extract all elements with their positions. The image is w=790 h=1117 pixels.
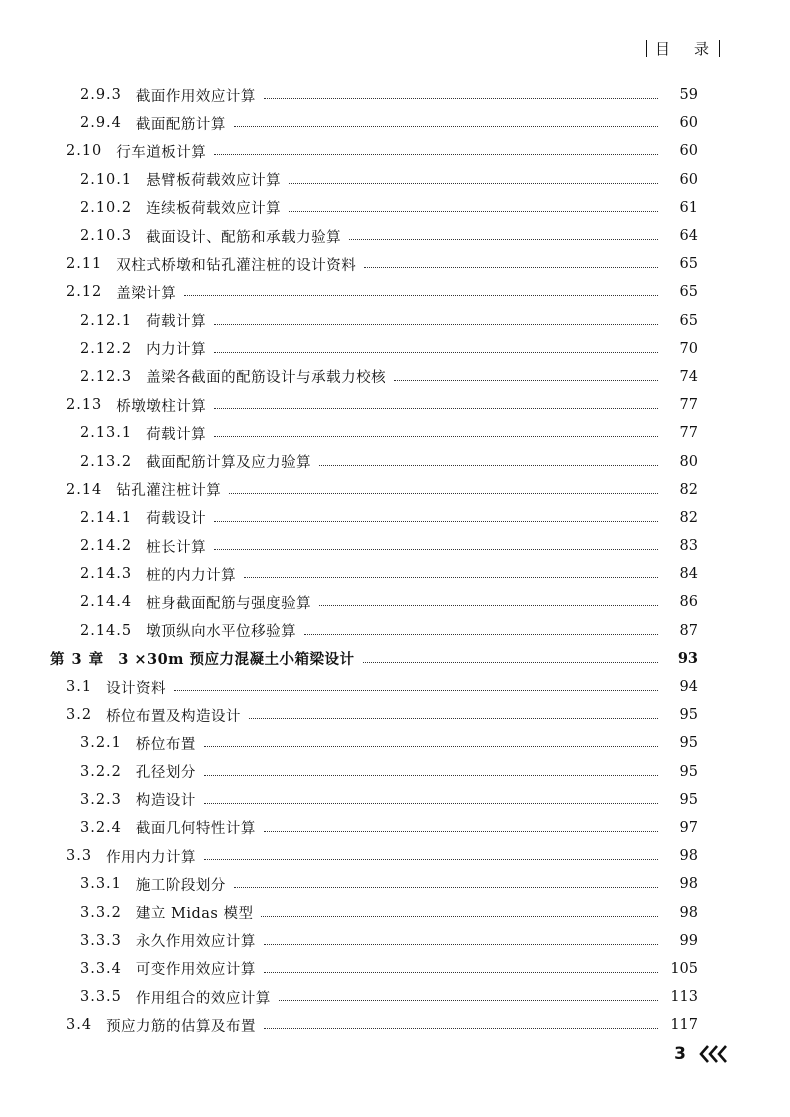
dot-leader (261, 915, 658, 917)
dot-leader (244, 576, 658, 578)
toc-entry-page: 59 (679, 87, 698, 104)
toc-entry-title: 桥墩墩柱计算 (116, 398, 207, 415)
toc-entry-number: 2.10 (66, 143, 103, 160)
divider (719, 40, 720, 57)
toc-entry-page: 105 (670, 960, 698, 977)
toc-entry-title: 预应力筋的估算及布置 (106, 1018, 257, 1035)
toc-entry-page: 77 (679, 425, 698, 442)
toc-entry-number: 2.14.3 (80, 566, 133, 583)
toc-entry-title: 双柱式桥墩和钻孔灌注桩的设计资料 (116, 257, 357, 274)
toc-entry[interactable] (0, 814, 790, 842)
toc-entry-title: 荷载设计 (146, 511, 207, 528)
toc-entry-title: 荷载计算 (146, 314, 207, 331)
running-head-char-2: 录 (693, 40, 711, 58)
dot-leader (364, 266, 658, 268)
toc-entry-title: 建立 Midas 模型 (135, 906, 254, 923)
toc-entry[interactable] (0, 645, 790, 673)
toc-entry-number: 2.14.4 (80, 594, 133, 611)
page-footer (674, 1044, 732, 1064)
table-of-contents (0, 81, 790, 1039)
toc-entry[interactable] (0, 560, 790, 588)
toc-entry[interactable] (0, 109, 790, 137)
dot-leader (289, 210, 658, 212)
toc-entry-number: 2.14.1 (80, 509, 133, 526)
toc-entry[interactable] (0, 335, 790, 363)
toc-entry[interactable] (0, 1011, 790, 1039)
toc-entry-page: 86 (679, 594, 698, 611)
toc-entry-page: 83 (679, 538, 698, 555)
toc-entry[interactable] (0, 927, 790, 955)
dot-leader (234, 886, 658, 888)
toc-entry[interactable] (0, 166, 790, 194)
toc-entry-title: 可变作用效应计算 (135, 962, 256, 979)
toc-entry[interactable] (0, 898, 790, 926)
toc-entry-page: 60 (679, 171, 698, 188)
dot-leader (264, 1027, 658, 1029)
toc-entry-title: 桩长计算 (146, 539, 207, 556)
toc-entry-page: 87 (679, 622, 698, 639)
dot-leader (214, 520, 658, 522)
toc-entry-page: 97 (679, 819, 698, 836)
dot-leader (214, 351, 658, 353)
dot-leader (264, 943, 658, 945)
dot-leader (204, 858, 658, 860)
toc-entry-number: 2.13 (66, 397, 103, 414)
toc-entry-page: 95 (679, 763, 698, 780)
dot-leader (394, 379, 658, 381)
toc-entry-number: 2.14.5 (80, 622, 133, 639)
toc-entry-title: 截面作用效应计算 (135, 88, 256, 105)
toc-entry-title: 桩身截面配筋与强度验算 (146, 595, 312, 612)
page-number: 3 (674, 1044, 686, 1064)
toc-entry[interactable] (0, 983, 790, 1011)
dot-leader (319, 604, 658, 606)
toc-entry-page: 60 (679, 143, 698, 160)
dot-leader (363, 661, 658, 663)
toc-entry-number: 3.3.2 (80, 904, 122, 921)
chevrons-left-icon (698, 1044, 732, 1064)
toc-entry-page: 82 (679, 481, 698, 498)
toc-entry-number: 2.10.3 (80, 228, 133, 245)
dot-leader (204, 745, 658, 747)
dot-leader (204, 774, 658, 776)
toc-entry[interactable] (0, 532, 790, 560)
toc-entry-title: 永久作用效应计算 (135, 934, 256, 951)
dot-leader (264, 830, 658, 832)
toc-entry-number: 3.3.3 (80, 932, 122, 949)
toc-entry[interactable] (0, 194, 790, 222)
toc-entry-page: 84 (679, 566, 698, 583)
toc-entry-title: 设计资料 (106, 680, 167, 697)
toc-entry-title: 盖梁计算 (116, 285, 177, 302)
toc-entry-page: 98 (679, 876, 698, 893)
toc-entry-title: 行车道板计算 (116, 144, 207, 161)
toc-entry[interactable] (0, 786, 790, 814)
toc-entry-title: 盖梁各截面的配筋设计与承载力校核 (146, 370, 387, 387)
dot-leader (264, 97, 658, 99)
toc-entry-title: 钻孔灌注桩计算 (116, 483, 222, 500)
toc-entry-title: 悬臂板荷载效应计算 (146, 173, 282, 190)
toc-entry-number: 2.14 (66, 481, 103, 498)
toc-entry-number: 3.4 (66, 1017, 93, 1034)
toc-entry-page: 98 (679, 904, 698, 921)
toc-entry[interactable] (0, 588, 790, 616)
toc-entry-page: 65 (679, 256, 698, 273)
dot-leader (304, 633, 658, 635)
toc-entry-number: 2.13.1 (80, 425, 133, 442)
toc-entry[interactable] (0, 250, 790, 278)
toc-entry-page: 64 (679, 228, 698, 245)
toc-entry[interactable] (0, 137, 790, 165)
toc-entry-title: 孔径划分 (135, 765, 196, 782)
toc-entry-page: 95 (679, 791, 698, 808)
toc-entry-title: 连续板荷载效应计算 (146, 201, 282, 218)
toc-entry-page: 94 (679, 679, 698, 696)
dot-leader (214, 435, 658, 437)
toc-entry-number: 2.10.2 (80, 199, 133, 216)
toc-entry-number: 2.11 (66, 256, 103, 273)
dot-leader (214, 323, 658, 325)
toc-entry[interactable] (0, 870, 790, 898)
toc-entry-title: 作用内力计算 (106, 849, 197, 866)
dot-leader (249, 717, 658, 719)
toc-entry-number: 3.3.5 (80, 989, 122, 1006)
toc-entry-number: 2.12.2 (80, 340, 133, 357)
toc-entry-number: 3.3.1 (80, 876, 122, 893)
toc-entry-title: 荷载计算 (146, 426, 207, 443)
toc-entry[interactable] (0, 222, 790, 250)
toc-entry-title: 作用组合的效应计算 (135, 990, 271, 1007)
toc-entry-number: 3.2.3 (80, 791, 122, 808)
toc-entry-title: 截面配筋计算 (135, 116, 226, 133)
dot-leader (204, 802, 658, 804)
toc-entry-number: 2.12.3 (80, 368, 133, 385)
toc-entry-number: 3.3 (66, 848, 93, 865)
toc-entry-number: 2.9.4 (80, 115, 122, 132)
toc-entry-title: 桥位布置及构造设计 (106, 708, 242, 725)
toc-entry[interactable] (0, 955, 790, 983)
toc-entry-page: 93 (677, 650, 698, 668)
dot-leader (184, 294, 658, 296)
toc-entry-page: 70 (679, 340, 698, 357)
running-head-char-1: 目 (654, 40, 672, 58)
toc-entry[interactable] (0, 617, 790, 645)
toc-entry-title: 截面几何特性计算 (135, 821, 256, 838)
toc-entry-number: 3.2.1 (80, 735, 122, 752)
toc-entry[interactable] (0, 729, 790, 757)
toc-entry-number: 3.1 (66, 679, 93, 696)
toc-entry-title: 截面设计、配筋和承载力验算 (146, 229, 342, 246)
toc-entry-number: 2.12.1 (80, 312, 133, 329)
dot-leader (174, 689, 658, 691)
toc-entry-number: 2.9.3 (80, 87, 122, 104)
toc-entry-title: 构造设计 (135, 793, 196, 810)
toc-entry[interactable] (0, 758, 790, 786)
toc-entry[interactable] (0, 307, 790, 335)
toc-entry-page: 95 (679, 707, 698, 724)
toc-entry-page: 80 (679, 453, 698, 470)
toc-entry-number: 2.13.2 (80, 453, 133, 470)
toc-entry-title: 内力计算 (146, 342, 207, 359)
toc-entry-title: 桥位布置 (135, 736, 196, 753)
toc-entry-page: 95 (679, 735, 698, 752)
toc-entry-page: 74 (679, 368, 698, 385)
toc-entry[interactable] (0, 476, 790, 504)
divider (646, 40, 647, 57)
toc-entry[interactable] (0, 673, 790, 701)
toc-entry-number: 3.2.4 (80, 819, 122, 836)
toc-entry-page: 99 (679, 932, 698, 949)
toc-entry[interactable] (0, 701, 790, 729)
toc-entry-number: 3.3.4 (80, 960, 122, 977)
toc-entry-page: 61 (679, 199, 698, 216)
toc-entry-page: 98 (679, 848, 698, 865)
toc-entry-number: 2.12 (66, 284, 103, 301)
dot-leader (234, 125, 658, 127)
toc-entry-page: 65 (679, 284, 698, 301)
running-head (638, 38, 728, 59)
dot-leader (214, 153, 658, 155)
toc-entry[interactable] (0, 842, 790, 870)
toc-entry-number: 3.2.2 (80, 763, 122, 780)
toc-entry-page: 65 (679, 312, 698, 329)
dot-leader (214, 548, 658, 550)
dot-leader (264, 971, 658, 973)
dot-leader (319, 464, 658, 466)
toc-entry-page: 113 (670, 989, 698, 1006)
dot-leader (229, 492, 658, 494)
dot-leader (279, 999, 658, 1001)
toc-entry-title: 施工阶段划分 (135, 877, 226, 894)
toc-entry[interactable] (0, 504, 790, 532)
toc-entry-number: 第 3 章 (50, 651, 105, 669)
dot-leader (349, 238, 658, 240)
toc-entry[interactable] (0, 391, 790, 419)
toc-entry-title: 桩的内力计算 (146, 567, 237, 584)
toc-entry-title: 3 ×30m 预应力混凝土小箱梁设计 (118, 651, 355, 669)
toc-entry-number: 2.10.1 (80, 171, 133, 188)
toc-entry-number: 2.14.2 (80, 538, 133, 555)
toc-entry-page: 117 (670, 1017, 698, 1034)
toc-entry-page: 82 (679, 509, 698, 526)
dot-leader (214, 407, 658, 409)
toc-entry-page: 77 (679, 397, 698, 414)
toc-entry-number: 3.2 (66, 707, 93, 724)
toc-entry-page: 60 (679, 115, 698, 132)
toc-entry-title: 墩顶纵向水平位移验算 (146, 624, 297, 641)
toc-entry[interactable] (0, 363, 790, 391)
toc-entry[interactable] (0, 81, 790, 109)
dot-leader (289, 182, 658, 184)
toc-entry[interactable] (0, 419, 790, 447)
toc-entry-title: 截面配筋计算及应力验算 (146, 455, 312, 472)
toc-entry[interactable] (0, 278, 790, 306)
toc-entry[interactable] (0, 447, 790, 475)
